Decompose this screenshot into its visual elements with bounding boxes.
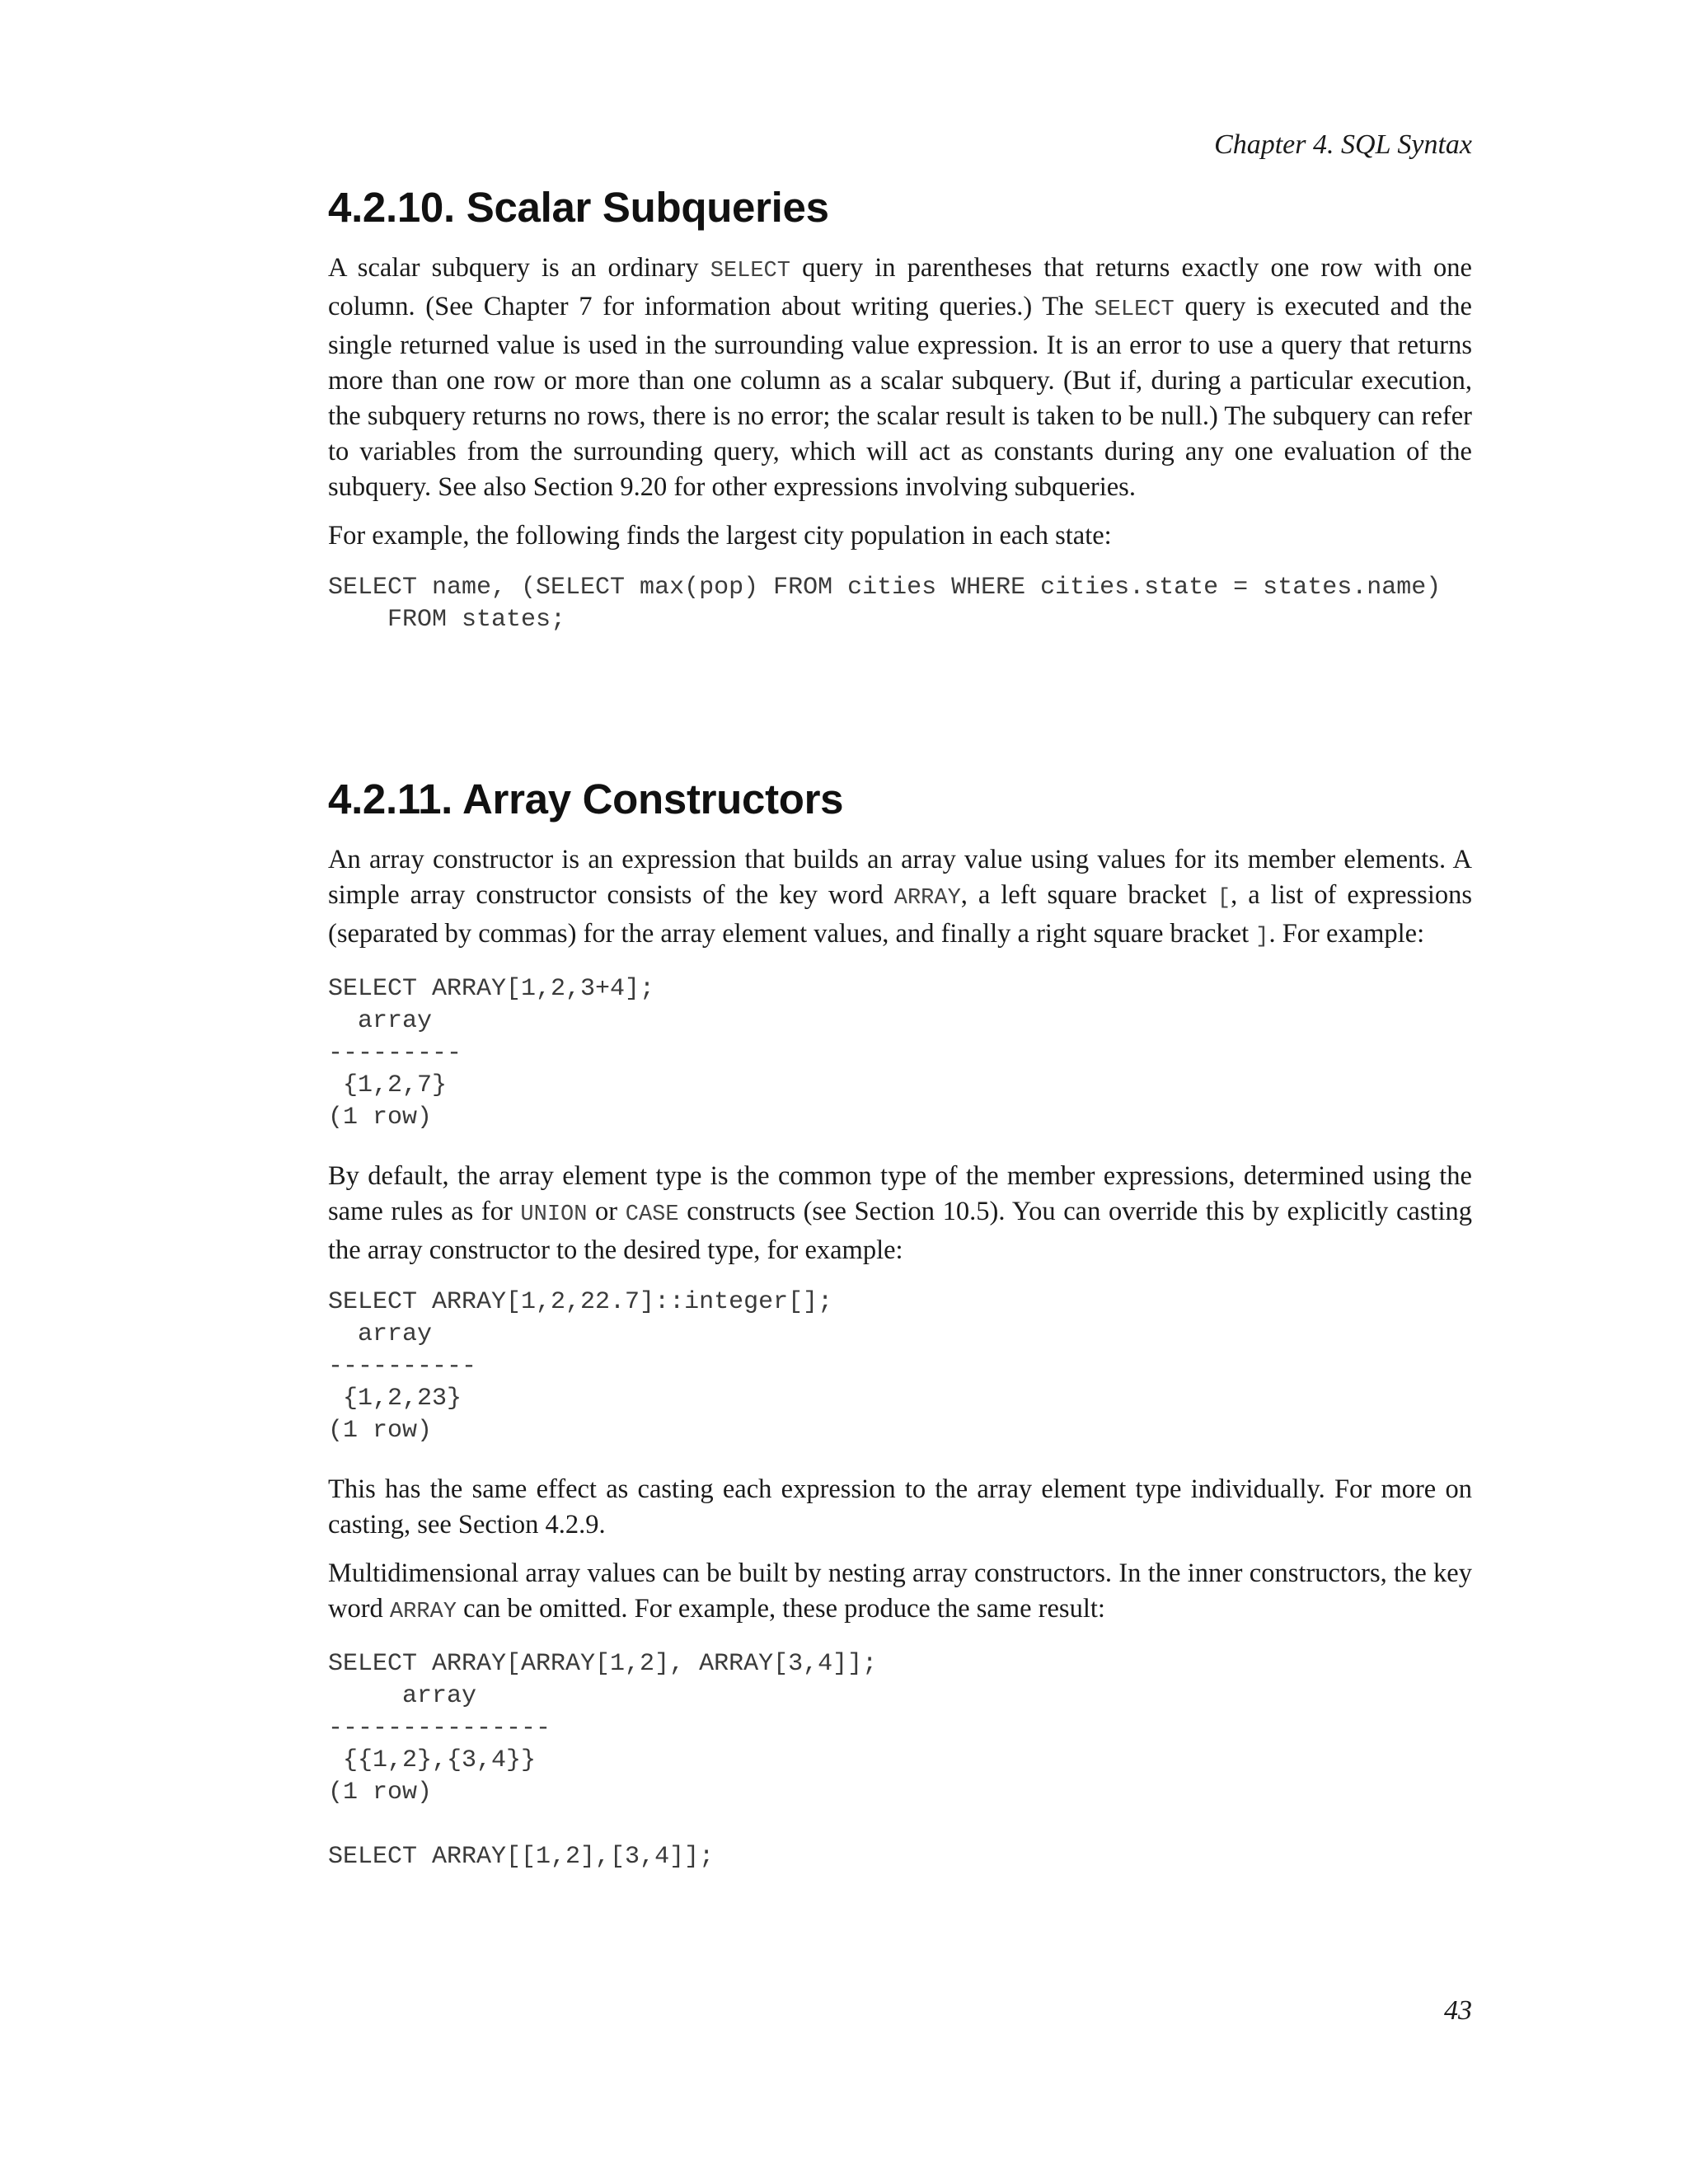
inline-code: ARRAY [389,1600,457,1624]
text-run: A scalar subquery is an ordinary [328,253,710,283]
paragraph [328,251,1472,505]
paragraph [328,842,1472,955]
paragraph [328,1556,1472,1630]
inline-code: SELECT [1094,298,1175,322]
text-run: query in parentheses that returns exactly one row with one column. (See Chapter 7 for information about writing queries.) The [328,253,1472,321]
text-run: Multidimensional array values can be built by nesting array constructors. In the inner constructors, the key word [328,1558,1472,1624]
text-run: can be omitted. For example, these produce the same result: [456,1594,1105,1624]
text-run: . For example: [1268,919,1425,949]
inline-code: CASE [625,1202,679,1227]
section-scalar-subqueries [328,183,1472,661]
inline-code: ARRAY [893,886,961,911]
code-block: SELECT ARRAY[1,2,22.7]::integer[]; array ---------- {1,2,23} (1 row) [328,1288,833,1445]
text-run: , a left square bracket [960,880,1217,910]
text-run: , a list of expressions (separated by commas) for the array element values, and finally a right square bracket [328,880,1472,949]
text-run: query is executed and the single returned value is used in the surrounding value expression. It is an error to use a query that returns more than one row or more than one column as a scalar subquery. (But if, during a particular execution, the subquery returns no rows, there is no error; the scalar result is taken to be null.) The subquery can refer to variables from the surrounding query, which will act as constants during any one evaluation of the subquery. See also Section 9.20 for other expressions involving subqueries. [328,292,1472,502]
code-block: SELECT ARRAY[ARRAY[1,2], ARRAY[3,4]]; array --------------- {{1,2},{3,4}} (1 row) SELECT ARRAY[[1,2],[3,4]]; [328,1650,878,1871]
text-run: or [587,1197,626,1226]
code-block: SELECT name, (SELECT max(pop) FROM cities WHERE cities.state = states.name) FROM states; [328,574,1442,634]
inline-code: [ [1217,886,1231,911]
code-block: SELECT ARRAY[1,2,3+4]; array --------- {1,2,7} (1 row) [328,975,655,1132]
inline-code: SELECT [710,259,790,284]
text-run: An array constructor is an expression that builds an array value using values for its member elements. A simple array constructor consists of the key word [328,845,1472,910]
section-array-constructors [328,775,1472,1898]
text-run: constructs (see Section 10.5). You can override this by explicitly casting the array constructor to the desired type, for example: [328,1197,1472,1265]
running-header: Chapter 4. SQL Syntax [1214,129,1472,160]
inline-code: UNION [520,1202,588,1227]
paragraph: This has the same effect as casting each expression to the array element type individually. For more on casting, see Section 4.2.9. [328,1474,1472,1540]
paragraph [328,1159,1472,1268]
inline-code: ] [1255,925,1269,949]
page-number: 43 [1444,1995,1472,2026]
paragraph: For example, the following finds the largest city population in each state: [328,521,1112,551]
section-heading: 4.2.10. Scalar Subqueries [328,184,829,231]
text-run: By default, the array element type is the common type of the member expressions, determined using the same rules as for [328,1161,1472,1226]
section-heading: 4.2.11. Array Constructors [328,776,844,823]
